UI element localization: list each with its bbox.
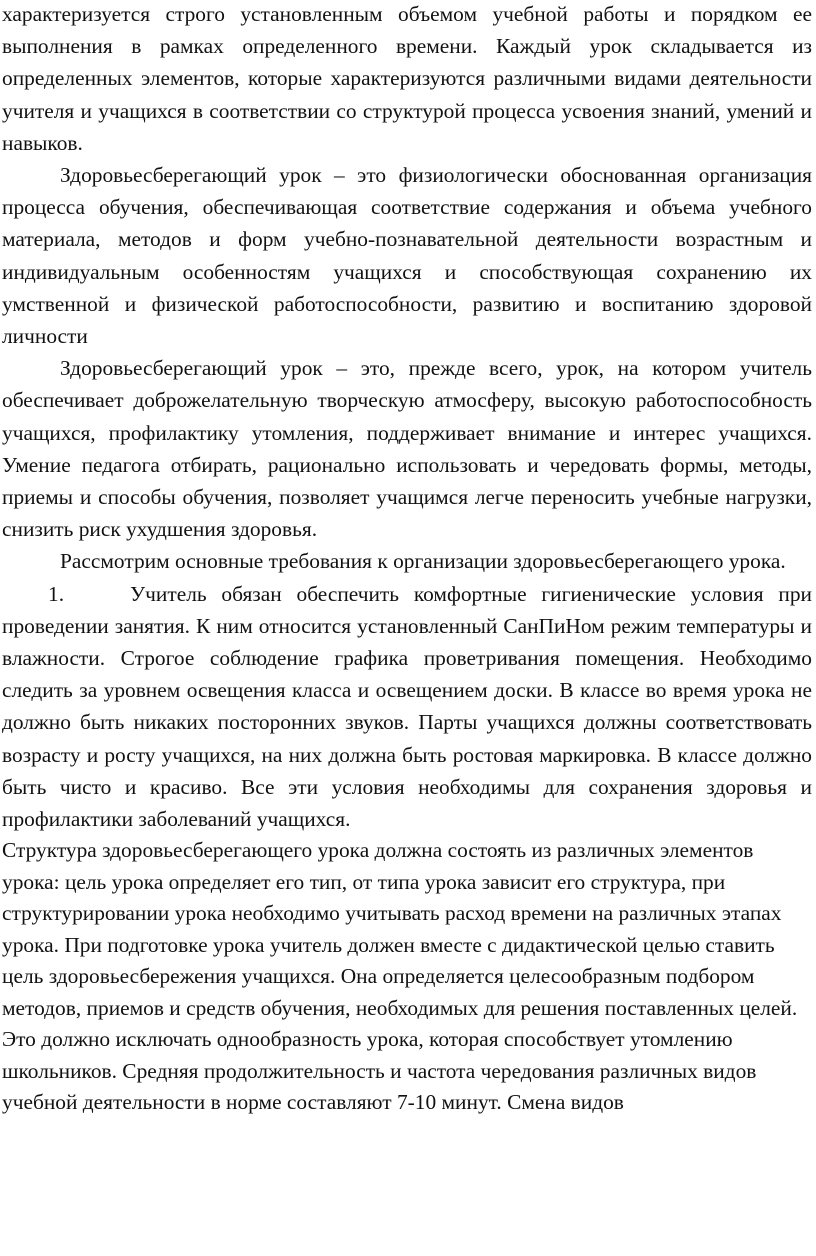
paragraph-health-lesson-definition: Здоровьесберегающий урок – это физиологически обоснованная организация процесса обучения, обеспечивающая соответствие содержания и объема учебного материала, методов и форм учебно-познавательной деятельности возрастным и индивидуальным особенностям учащихся и способствующая сохранению их умственной и физической работоспособности, развитию и воспитанию здоровой личности bbox=[2, 163, 812, 349]
list-item-text: Учитель обязан обеспечить комфортные гигиенические условия при проведении занятия. К ним относится установленный СанПиНом режим температуры и влажности. Строгое соблюдение графика проветривания помещения. Необходимо следить за уровнем освещения класса и освещением доски. В классе во время урока не должно быть никаких посторонних звуков. Парты учащихся должны соответствовать возрасту и росту учащихся, на них должна быть ростовая маркировка. В классе должно быть чисто и красиво. Все эти условия необходимы для сохранения здоровья и профилактики заболеваний учащихся. bbox=[2, 581, 812, 832]
list-item-number: 1. bbox=[48, 581, 65, 606]
paragraph-lesson-definition: характеризуется строго установленным объемом учебной работы и порядком ее выполнения в рамках определенного времени. Каждый урок складывается из определенных элементов, которые характеризуются различными видами деятельности учителя и учащихся в соответствии со структурой процесса усвоения знаний, умений и навыков. bbox=[2, 2, 812, 155]
paragraph-requirements-intro: Рассмотрим основные требования к организации здоровьесберегающего урока. bbox=[60, 549, 786, 574]
list-item-hygiene-conditions bbox=[2, 578, 812, 836]
paragraph-lesson-structure: Структура здоровьесберегающего урока должна состоять из различных элементов урока: цель урока определяет его тип, от типа урока зависит его структура, при структурировании урока необходимо учитывать расход времени на различных этапах урока. При подготовке урока учитель должен вместе с дидактической целью ставить цель здоровьесбережения учащихся. Она определяется целесообразным подбором методов, приемов и средств обучения, необходимых для решения поставленных целей. Это должно исключать однообразность урока, которая способствует утомлению школьников. Средняя продолжительность и частота чередования различных видов учебной деятельности в норме составляют 7-10 минут. Смена видов bbox=[2, 838, 798, 1115]
paragraph-health-lesson-teacher: Здоровьесберегающий урок – это, прежде всего, урок, на котором учитель обеспечивает доброжелательную творческую атмосферу, высокую работоспособность учащихся, профилактику утомления, поддерживает внимание и интерес учащихся. Умение педагога отбирать, рационально использовать и чередовать формы, методы, приемы и способы обучения, позволяет учащимся легче переносить учебные нагрузки, снизить риск ухудшения здоровья. bbox=[2, 356, 812, 542]
